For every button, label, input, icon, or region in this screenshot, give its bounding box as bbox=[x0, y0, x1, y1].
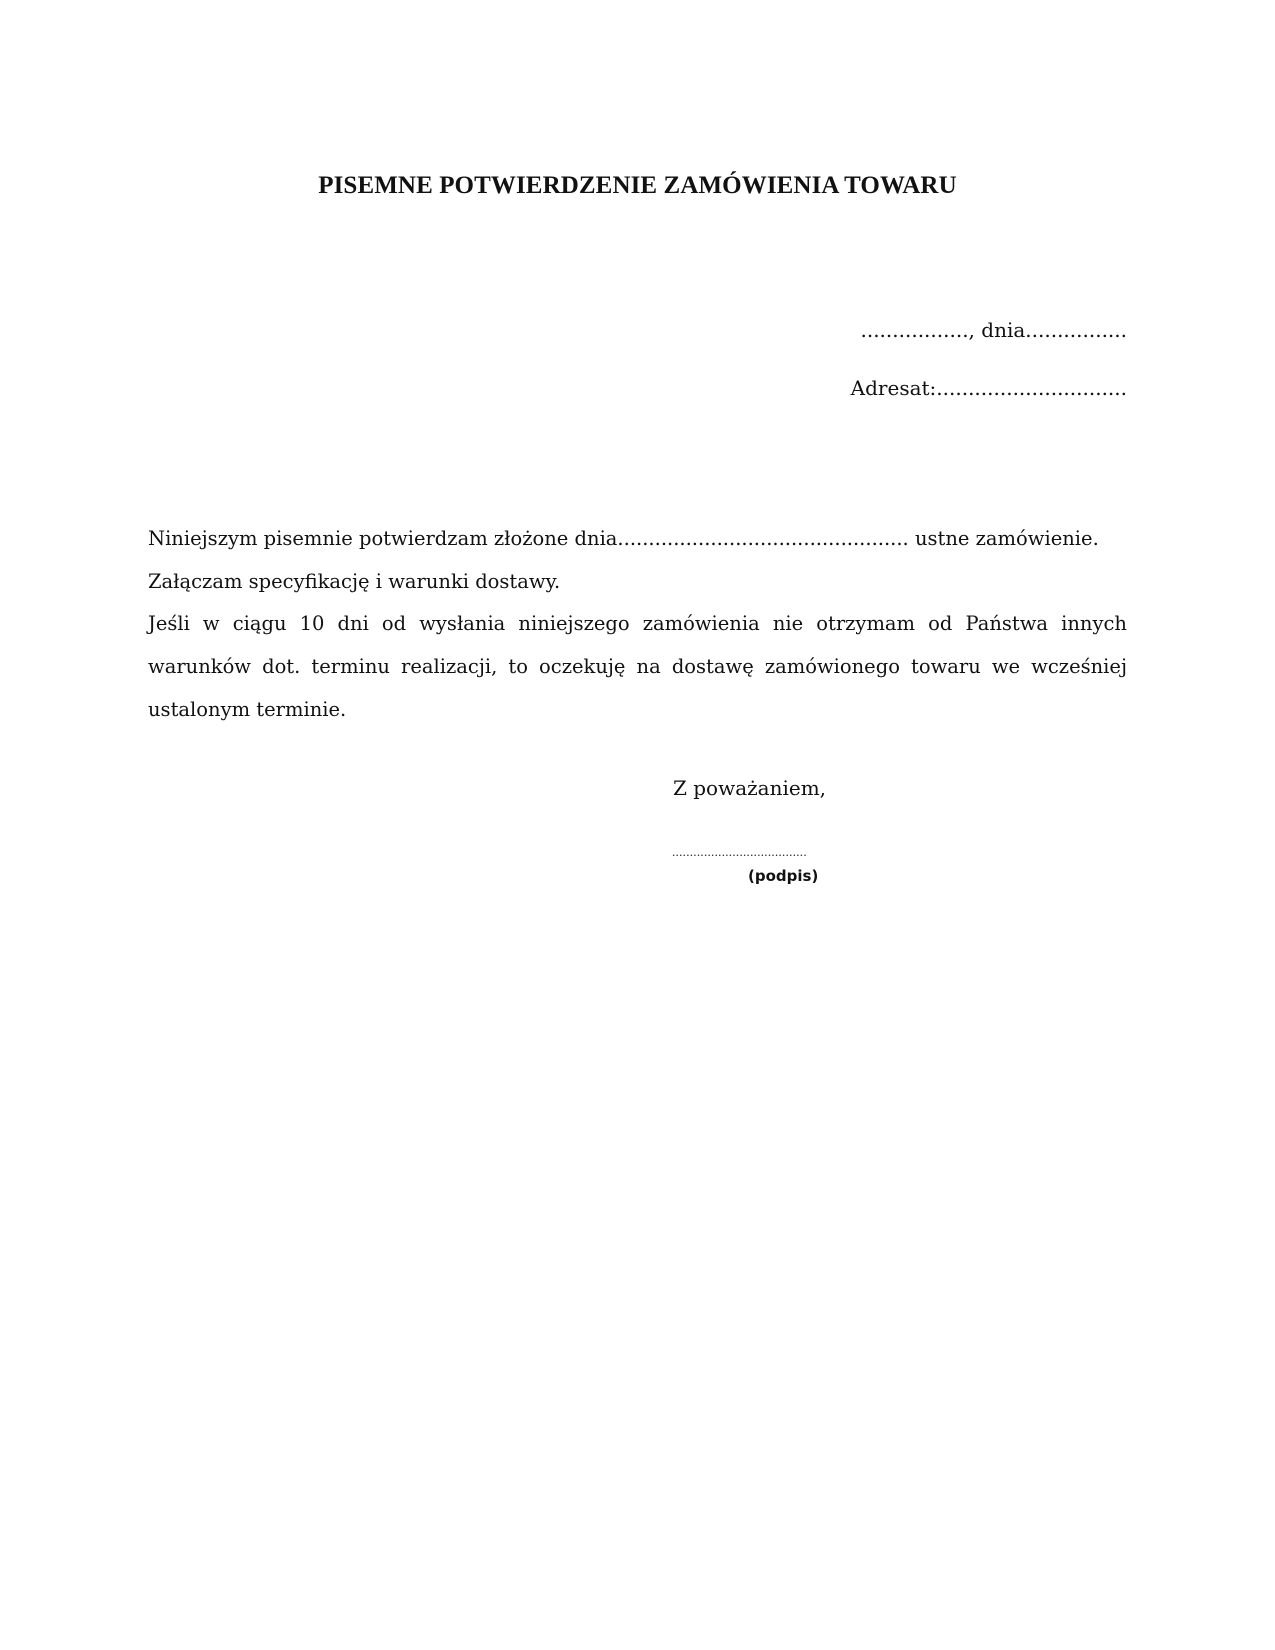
signature-label: (podpis) bbox=[748, 867, 819, 885]
signature-line: ...................................... bbox=[672, 844, 807, 859]
closing-salutation: Z poważaniem, bbox=[673, 776, 827, 800]
body-line-condition-1: Jeśli w ciągu 10 dni od wysłania niniejszego zamówienia nie otrzymam od Państwa innych bbox=[148, 612, 1127, 636]
body-line-condition-2: warunków dot. terminu realizacji, to oczekuję na dostawę zamówionego towaru we wcześniej bbox=[148, 655, 1127, 679]
body-line-condition-3: ustalonym terminie. bbox=[148, 697, 347, 721]
letter-body bbox=[148, 518, 1127, 732]
body-line-confirmation: Niniejszym pisemnie potwierdzam złożone dnia............................................... ustne zamówienie. bbox=[148, 527, 1099, 550]
body-line-attachment: Załączam specyfikację i warunki dostawy. bbox=[148, 569, 561, 593]
place-date-field: ................., dnia................ bbox=[860, 318, 1127, 342]
addressee-field: Adresat:.............................. bbox=[850, 376, 1127, 400]
document-title: PISEMNE POTWIERDZENIE ZAMÓWIENIA TOWARU bbox=[318, 172, 957, 199]
